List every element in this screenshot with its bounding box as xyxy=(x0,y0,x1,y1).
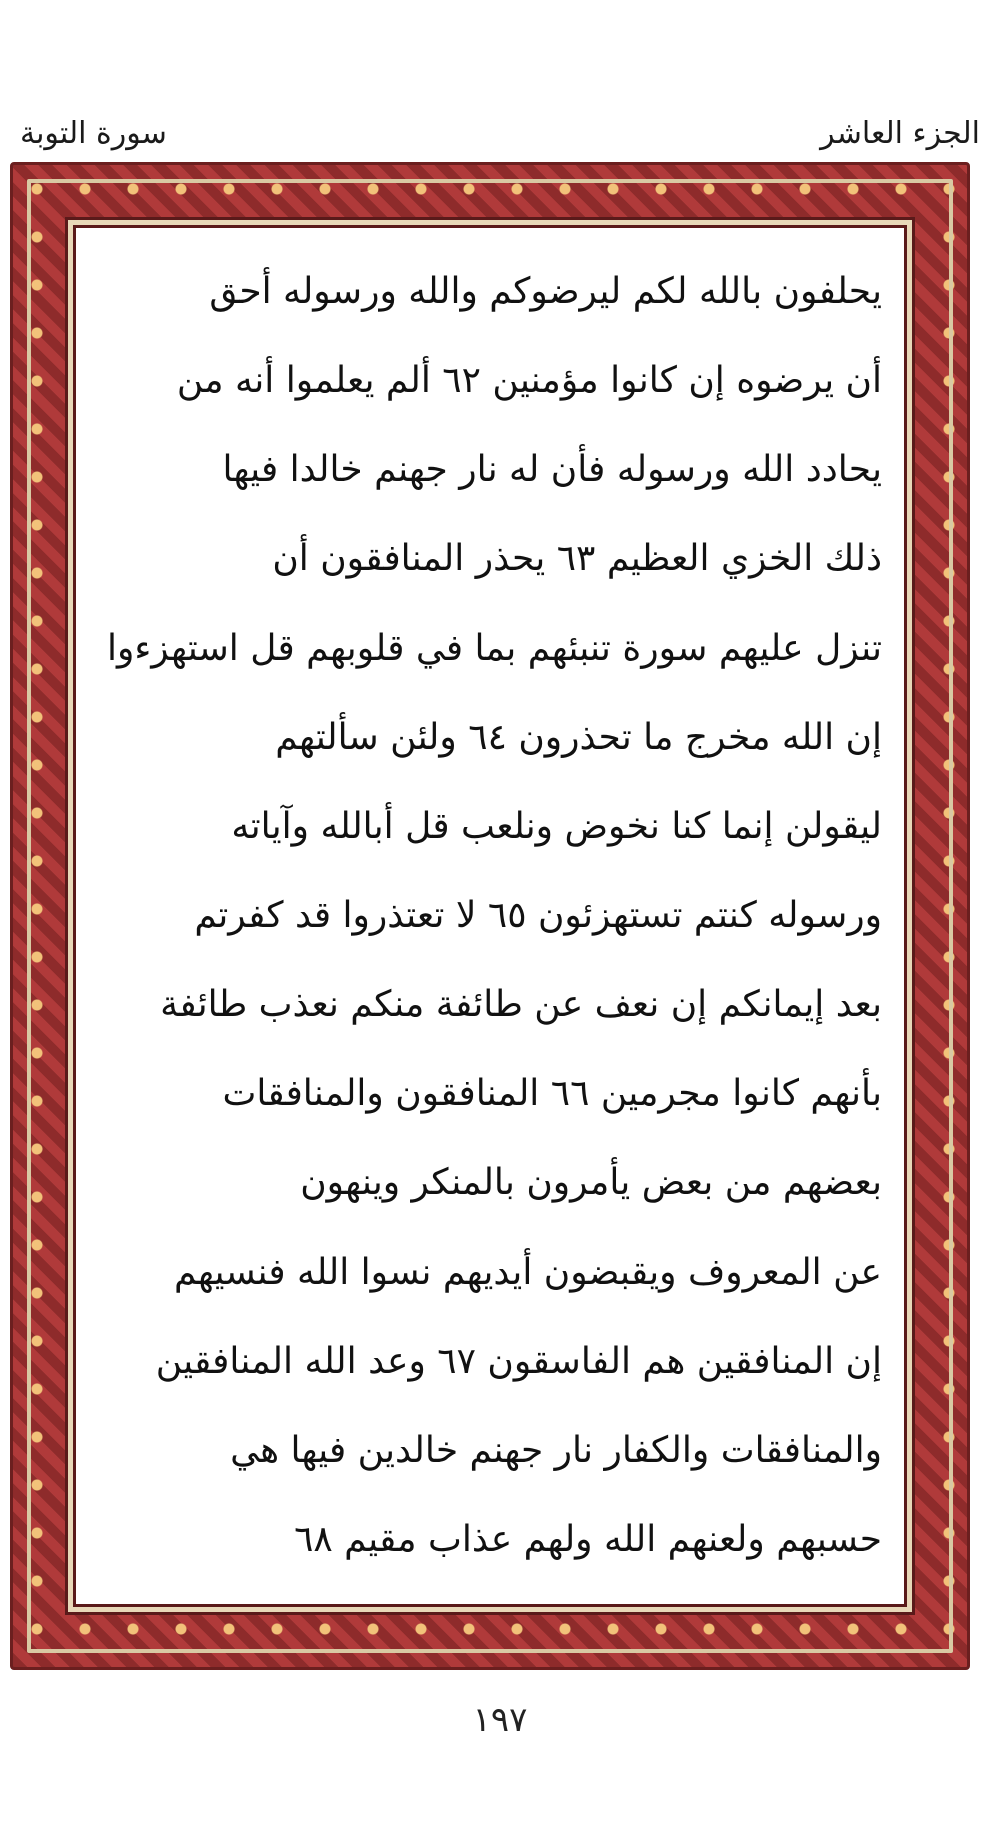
page-header xyxy=(20,108,980,158)
text-line-9: بعد إيمانكم إن نعف عن طائفة منكم نعذب طائفة xyxy=(160,984,882,1026)
text-line-1: يحلفون بالله لكم ليرضوكم والله ورسوله أحق xyxy=(209,271,882,312)
text-line-8: ورسوله كنتم تستهزئون ٦٥ لا تعتذروا قد كفرتم xyxy=(194,894,882,936)
text-line-10: بأنهم كانوا مجرمين ٦٦ المنافقون والمنافقات xyxy=(222,1073,882,1115)
surah-label: سورة التوبة xyxy=(20,115,167,151)
text-line-4: ذلك الخزي العظيم ٦٣ يحذر المنافقون أن xyxy=(272,538,882,580)
text-line-6: إن الله مخرج ما تحذرون ٦٤ ولئن سألتهم xyxy=(275,716,882,758)
text-panel xyxy=(73,225,907,1607)
text-line-5: تنزل عليهم سورة تنبئهم بما في قلوبهم قل استهزءوا xyxy=(106,627,882,669)
juz-label: الجزء العاشر xyxy=(820,115,980,151)
verse-text-block xyxy=(98,250,882,1582)
text-line-2: أن يرضوه إن كانوا مؤمنين ٦٢ ألم يعلموا أنه من xyxy=(176,360,882,402)
ornamental-frame xyxy=(10,162,970,1670)
text-line-15: حسبهم ولعنهم الله ولهم عذاب مقيم ٦٨ xyxy=(294,1518,882,1560)
page-number: ١٩٧ xyxy=(472,1700,528,1740)
text-line-11: بعضهم من بعض يأمرون بالمنكر وينهون xyxy=(300,1162,882,1204)
text-line-3: يحادد الله ورسوله فأن له نار جهنم خالدا فيها xyxy=(222,449,882,491)
text-line-12: عن المعروف ويقبضون أيديهم نسوا الله فنسيهم xyxy=(173,1251,882,1293)
text-line-7: ليقولن إنما كنا نخوض ونلعب قل أبالله وآياته xyxy=(231,805,882,847)
text-line-13: إن المنافقين هم الفاسقون ٦٧ وعد الله المنافقين xyxy=(155,1340,882,1382)
text-line-14: والمنافقات والكفار نار جهنم خالدين فيها هي xyxy=(230,1429,882,1471)
